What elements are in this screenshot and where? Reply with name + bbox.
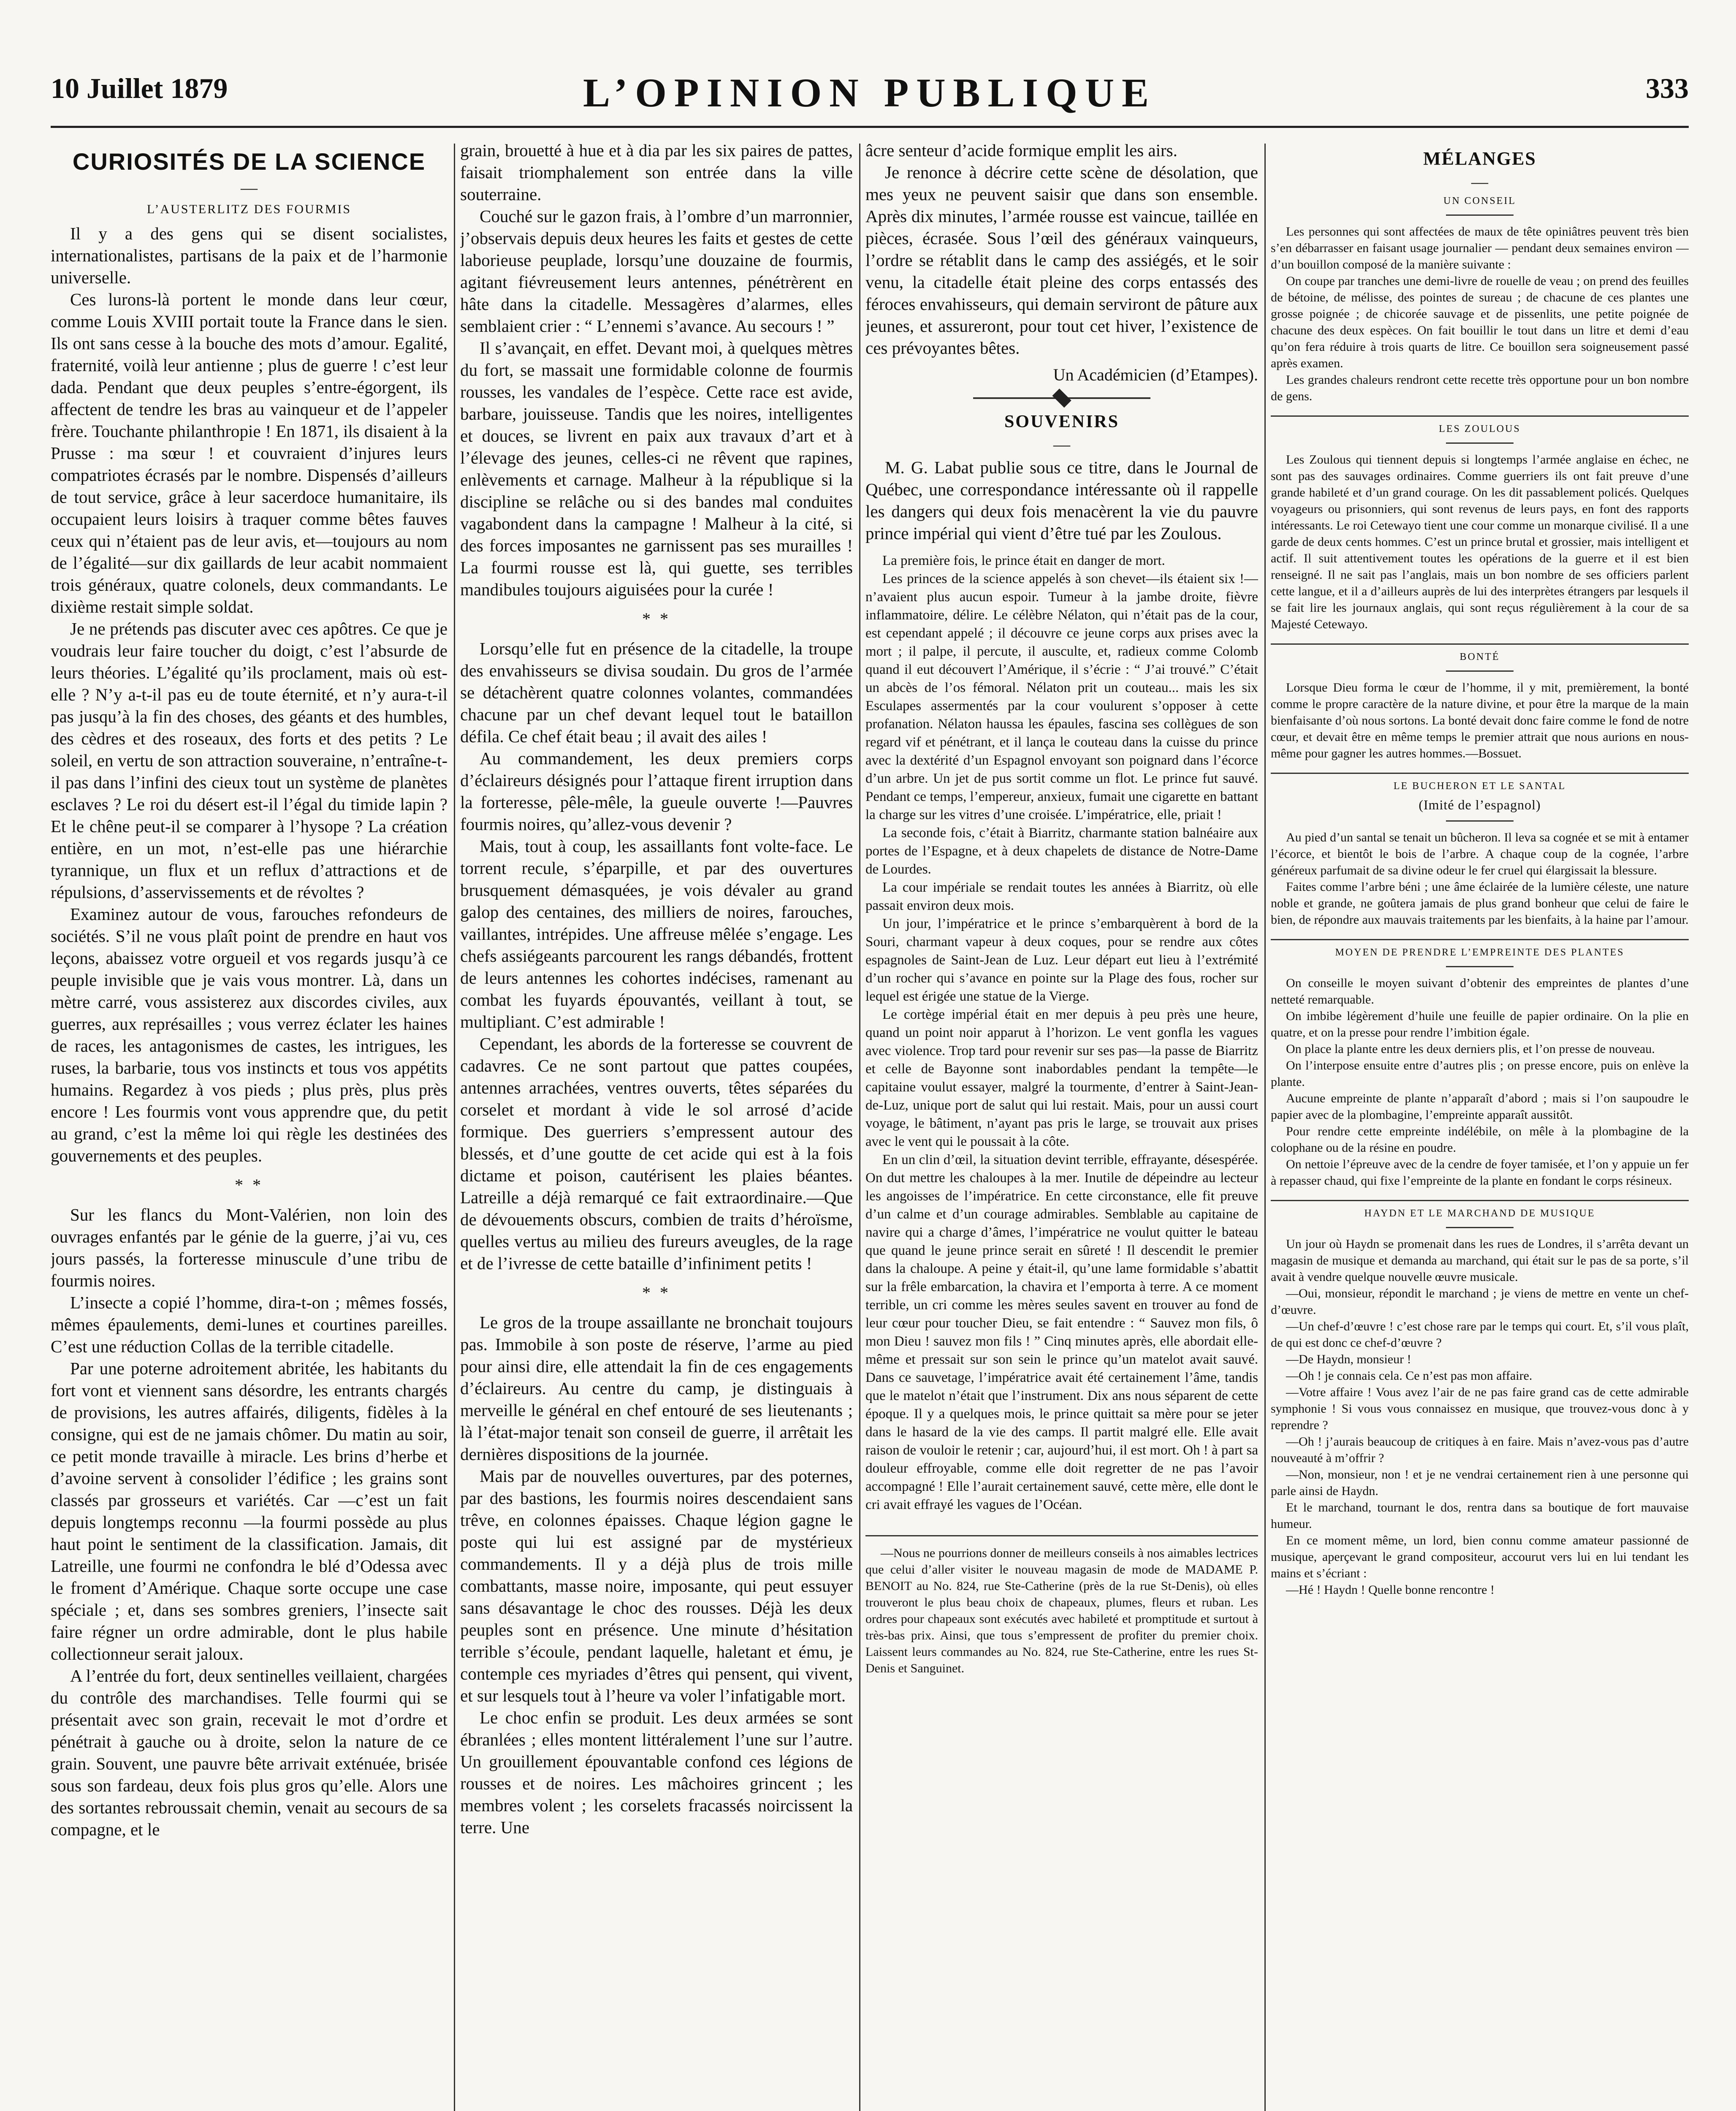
section-title-curiosites: CURIOSITÉS DE LA SCIENCE <box>72 148 426 175</box>
paragraph: âcre senteur d’acide formique emplit les airs. <box>865 141 1177 160</box>
separator <box>1446 820 1514 822</box>
separator <box>1446 442 1514 444</box>
item-heading: LE BUCHERON ET LE SANTAL <box>1393 781 1566 792</box>
paragraph: Les princes de la science appelés à son chevet—ils étaient six !— n’avaient plus aucun espoir. Tumeur à la jambe droite, fièvre inflammatoire, délire. Le célèbre Nélaton, qui n’était pas de la cour, est cependant appelé ; il découvre ce jeune corps aux prises avec la mort ; il palpe, il percute, il ausculte, et, radieux comme Colomb quand il eut découvert l’Amérique, il s’écrie : “ J’ai trouvé.” C’était un abcès de l’os fémoral. Nélaton prit un couteau... mais les six Esculapes assermentés par la cour voulurent s’opposer à cette profanation. Nélaton haussa les épaules, fascina ses collègues de son regard vif et pénétrant, et il lança le couteau dans la cuisse du prince avec la dextérité d’un Espagnol envoyant son poignard dans l’écorce d’un arbre. Un jet de pus sortit comme un flot. Le prince fut sauvé. Pendant ce temps, l’empereur, anxieux, fumait une cigarette en battant la charge sur les vitres d’une croisée. L’impératrice, elle, priait ! <box>865 571 1258 822</box>
paragraph: En un clin d’œil, la situation devint terrible, effrayante, désespérée. On dut mettre les chaloupes à la mer. Inutile de dépeindre au lecteur les angoisses de l’impératrice. En cette circonstance, elle fit preuve d’un calme et d’un courage admirables. Semblable au capitaine de navire qui a charge d’âmes, l’impératrice ne voulut quitter le bateau que quand le jeune prince serait en sûreté ! Il descendit le premier dans la chaloupe. A peine y était-il, qu’une lame formidable s’abattit sur la frêle embarcation, la chavira et l’emporta à terre. A ce moment terrible, un cri comme les mères seules savent en trouver au fond de leur cœur pour toucher Dieu, se fait entendre : “ Sauvez mon fils, ô mon Dieu ! sauvez mon fils ! ” Cinq minutes après, elle abordait elle-même et pressait sur son sein le prince qu’un matelot avait sauvé. Dans ce sauvetage, l’impératrice avait été certainement l’âme, tandis que le matelot n’était que l’instrument. Dix ans nous séparent de cette époque. Il y a quelques mois, le prince quittait sa mère pour se jeter dans le hasard de la vie des camps. Il partit malgré elle. Elle avait raison de vouloir le retenir ; car, aujourd’hui, il est mort. Oh ! à part sa douleur effroyable, comme elle doit regretter de ne pas l’avoir accompagné ! Elle l’aurait certainement sauvé, cette mère, elle dont le cri avait effrayé les vagues de l’Océan. <box>865 1152 1258 1512</box>
column-1 <box>51 139 448 1840</box>
item-heading: UN CONSEIL <box>1443 195 1516 206</box>
paragraph: On conseille le moyen suivant d’obtenir des empreintes de plantes d’une netteté remarquable. <box>1271 976 1689 1007</box>
item-heading: HAYDN ET LE MARCHAND DE MUSIQUE <box>1364 1208 1595 1219</box>
paragraph: Lorsque Dieu forma le cœur de l’homme, il y mit, premièrement, la bonté comme le propre caractère de la nature divine, et pour être la marque de la main bienfaisante d’où nous sortons. La bonté devait donc faire comme le fond de notre cœur, et devait être en même temps le premier attrait que nous aurions en nous-même pour gagner les autres hommes.—Bossuet. <box>1271 681 1689 760</box>
masthead <box>51 72 1689 122</box>
paragraph: Au commandement, les deux premiers corps d’éclaireurs désignés pour l’attaque firent irruption dans la forteresse, pêle-mêle, la gueule ouverte !—Pauvres fourmis noires, qu’allez-vous devenir ? <box>460 749 853 834</box>
separator <box>1446 966 1514 967</box>
separator-dash: — <box>1471 172 1488 191</box>
separator <box>1271 643 1689 645</box>
paragraph: Le choc enfin se produit. Les deux armées se sont ébranlées ; elles montent littéralement l’une sur l’autre. Un grouillement épouvantable confond ces légions de rousses et de noires. Les mâchoires grincent ; les membres volent ; les corselets fracassés noircissent la terre. Une <box>460 1708 853 1837</box>
item-heading: LES ZOULOUS <box>1439 423 1521 434</box>
paragraph: On place la plante entre les deux derniers plis, et l’on presse de nouveau. <box>1286 1042 1655 1056</box>
paragraph: Le cortège impérial était en mer depuis à peu près une heure, quand un point noir apparut à l’horizon. Le vent gonfla les vagues avec violence. Trop tard pour revenir sur ses pas—la passe de Biarritz et celle de Bayonne sont inabordables pendant la tempête—le capitaine voulut essayer, malgré la tourmente, d’entrer à Saint-Jean-de-Luz, unique port de salut qui lui restait. Mais, pour un aussi court voyage, le bâtiment, n’ayant pas pris le large, se trouvait aux prises avec le vent qui le poussait à la côte. <box>865 1007 1258 1149</box>
paragraph: Lorsqu’elle fut en présence de la citadelle, la troupe des envahisseurs se divisa soudain. Du gros de l’armée se détachèrent quatre colonnes volantes, commandées chacune par un chef devant lequel tout le bataillon défila. Ce chef était beau ; il avait des ailes ! <box>460 639 853 746</box>
masthead-rule <box>51 126 1689 128</box>
paragraph: Examinez autour de vous, farouches refondeurs de sociétés. S’il ne vous plaît point de prendre en haut vos leçons, abaissez votre orgueil et vos regards jusqu’à ce peuple invisible que je vais vous montrer. Là, dans un mètre carré, vous assisterez aux discordes civiles, aux guerres, aux représailles ; vous verrez éclater les haines de races, les antagonismes de castes, les intrigues, les ruses, la barbarie, tous vos instincts et tous vos appétits humains. Regardez à vos pieds ; plus près, plus près encore ! Les fourmis vont vous apprendre que, du petit au grand, c’est la même loi qui règle les destinées des gouvernements et des peuples. <box>51 904 448 1165</box>
paragraph: Couché sur le gazon frais, à l’ombre d’un marronnier, j’observais depuis deux heures les faits et gestes de cette laborieuse peuplade, lorsqu’une douzaine de fourmis, agitant fiévreusement leurs antennes, pénétrèrent en hâte dans la citadelle. Messagères d’alarmes, elles semblaient crier : “ L’ennemi s’avance. Au secours ! ” <box>460 206 853 336</box>
item-subheading: (Imité de l’espagnol) <box>1419 797 1541 812</box>
paragraph: La seconde fois, c’était à Biarritz, charmante station balnéaire aux portes de l’Espagne, et à deux chapelets de distance de Notre-Dame de Lourdes. <box>865 825 1258 877</box>
item-heading: MOYEN DE PRENDRE L’EMPREINTE DES PLANTES <box>1335 947 1625 958</box>
paragraph: Un jour, l’impératrice et le prince s’embarquèrent à bord de la Souri, charmant vapeur à deux coques, pour se rendre aux côtes espagnoles de Saint-Jean de Luz. Leur départ eut lieu à l’extrémité d’un rocher qui s’avance en pointe sur la Plage des fous, rocher sur lequel est érigée une statue de la Vierge. <box>865 916 1258 1004</box>
paragraph: grain, brouetté à hue et à dia par les six paires de pattes, faisait triomphalement son entrée dans la ville souterraine. <box>460 141 853 204</box>
asterism: * * <box>642 609 671 628</box>
separator <box>1271 773 1689 774</box>
paragraph: Les personnes qui sont affectées de maux de tête opiniâtres peuvent très bien s’en débarrasser en faisant usage journalier — pendant deux semaines environ —d’un bouillon composé de la manière suivante : <box>1271 225 1689 271</box>
paragraph: On nettoie l’épreuve avec de la cendre de foyer tamisée, et l’on y appuie un fer à repasser chaud, qui fixe l’empreinte de la plante en fondant le corps résineux. <box>1271 1157 1689 1188</box>
issue-date: 10 Juillet 1879 <box>51 72 228 104</box>
section-title-souvenirs: SOUVENIRS <box>1004 412 1120 431</box>
column-2 <box>460 139 853 1838</box>
paragraph: On imbibe légèrement d’huile une feuille de papier ordinaire. On la plie en quatre, et on la presse pour rendre l’imbition égale. <box>1271 1009 1689 1039</box>
paragraph: Je renonce à décrire cette scène de désolation, que mes yeux ne peuvent saisir que dans son ensemble. Après dix minutes, l’armée rousse est vaincue, taillée en pièces, écrasée. Sous l’œil des généraux vainqueurs, l’ordre se rétablit dans le camp des assiégés, et le soir venu, la citadelle était pleine des corps entassés des féroces envahisseurs, qui demain serviront de pâture aux jeunes, et assureront, pour tout cet hiver, l’existence de ces prévoyantes bêtes. <box>865 163 1258 358</box>
paragraph: L’insecte a copié l’homme, dira-t-on ; mêmes fossés, mêmes épaulements, demi-lunes et courtines pareilles. C’est une réduction Collas de la terrible citadelle. <box>51 1293 448 1356</box>
paragraph: Le gros de la troupe assaillante ne bronchait toujours pas. Immobile à son poste de réserve, l’arme au pied pour ainsi dire, elle attendait la fin de ces engagements d’éclaireurs. Au centre du camp, je distinguais à merveille le général en chef entouré de ses lieutenants ; là l’état-major tenait son conseil de guerre, il arrêtait les dernières dispositions de la journée. <box>460 1313 853 1464</box>
paragraph: Mais, tout à coup, les assaillants font volte-face. Le torrent recule, s’éparpille, et par des ouvertures brusquement démasquées, je vois dévaler au grand galop des centaines, des milliers de noires, farouches, vaillantes, intrépides. Une affreuse mêlée s’engage. Les chefs assiégeants parcourent les rangs débandés, frottent de leurs antennes les cohortes indécises, ramenant au combat les fuyards épouvantés, veillant à tout, se multipliant. C’est admirable ! <box>460 836 853 1031</box>
separator <box>1271 415 1689 417</box>
column-4 <box>1271 139 1689 1598</box>
column-divider <box>859 144 860 2111</box>
column-divider <box>454 144 455 2111</box>
paragraph: La cour impériale se rendait toutes les années à Biarritz, où elle passait environ deux mois. <box>865 880 1258 913</box>
paragraph: Ces lurons-là portent le monde dans leur cœur, comme Louis XVIII portait toute la France dans le sien. Ils ont sans cesse à la bouche des mots d’amour. Egalité, fraternité, voilà leur antienne ; plus de guerre ! c’est leur dada. Pendant que deux peuples s’entre-égorgent, ils affectent de tendre les bras au vainqueur et de l’appeler frère. Touchante philanthropie ! En 1871, ils disaient à la Prusse : ma sœur ! et couvraient d’injures leurs compatriotes écrasés par le nombre. Dispensés d’ailleurs de tout service, grâce à leur sacerdoce humanitaire, ils occupaient leurs loisirs à traquer comme bêtes fauves ceux qui n’étaient pas de leur avis, et—toujours au nom de l’égalité—sur dix gaillards de leur acabit nommaient trois généraux, quatre colonels, deux commandants. Le dixième restait simple soldat. <box>51 290 448 616</box>
separator <box>1271 1200 1689 1201</box>
paragraph: —Oh ! je connais cela. Ce n’est pas mon affaire. <box>1286 1369 1533 1383</box>
article-subtitle: L’AUSTERLITZ DES FOURMIS <box>146 202 352 216</box>
column-3 <box>865 139 1258 1677</box>
paragraph: On coupe par tranches une demi-livre de rouelle de veau ; on prend des feuilles de bétoine, de mélisse, des pointes de sureau ; de chacune de ces plantes une grosse poignée ; de chicorée sauvage et de pissenlits, une petite poignée de chacune des deux espèces. On fait bouillir le tout dans un litre et demi d’eau qu’on fera réduire à trois quarts de litre. Ce bouillon sera soigneusement passé après examen. <box>1271 274 1689 370</box>
article-signature: Un Académicien (d’Etampes). <box>1053 365 1258 384</box>
paragraph: Il y a des gens qui se disent socialistes, internationalistes, partisans de la paix et de l’harmonie universelle. <box>51 224 448 287</box>
separator <box>1446 214 1514 216</box>
paragraph: Et le marchand, tournant le dos, rentra dans sa boutique de fort mauvaise humeur. <box>1271 1500 1689 1531</box>
asterism: * * <box>235 1175 263 1194</box>
paragraph: Cependant, les abords de la forteresse se couvrent de cadavres. Ce ne sont partout que pattes coupées, antennes arrachées, ventres ouverts, têtes séparées du corselet et mordant à vide le sol arrosé d’acide formique. Des guerriers s’empressent autour des blessés, et d’une goutte de cet acide qui est à la fois dictame et poison, cautérisent les plaies béantes. Latreille a déjà remarqué ce fait extraordinaire.—Que de dévouements obscurs, combien de traits d’héroïsme, quelles vertus au milieu des fureurs aveugles, de la rage et de l’ivresse de cette bataille d’infiniment petits ! <box>460 1034 853 1273</box>
advertisement-text: —Nous ne pourrions donner de meilleurs conseils à nos aimables lectrices que celui d’aller visiter le nouveau magasin de mode de MADAME P. BENOIT au No. 824, rue Ste-Catherine (près de la rue St-Denis), où elles trouveront le plus beau choix de chapeaux, plumes, fleurs et ruban. Les ordres pour chapeaux sont exécutés avec habileté et promptitude et surtout à très-bas prix. Ainsi, que tous s’empressent de profiter du premier choix. Laissent leurs commandes au No. 824, rue Ste-Catherine, entre les rues St-Denis et Sanguinet. <box>865 1546 1258 1675</box>
paragraph: —Votre affaire ! Vous avez l’air de ne pas faire grand cas de cette admirable symphonie ! Si vous vous connaissez en musique, que trouvez-vous donc à y reprendre ? <box>1271 1385 1689 1432</box>
paragraph: Il s’avançait, en effet. Devant moi, à quelques mètres du fort, se massait une formidable colonne de fourmis rousses, les vandales de l’espèce. Cette race est avide, barbare, jouisseuse. Tandis que les noires, intelligentes et douces, se livrent en paix aux travaux d’art et à l’élevage des jeunes, celles-ci ne rêvent que rapines, enlèvements et carnage. Malheur à la république si la discipline se relâche ou si des bandes mal conduites vagabondent dans la campagne ! Malheur à la cité, si des forces imposantes ne garnissent pas ses murailles ! La fourmi rousse est là, qui guette, ses terribles mandibules toujours aiguisées pour la curée ! <box>460 338 853 599</box>
separator <box>1446 1227 1514 1228</box>
asterism: * * <box>642 1283 671 1302</box>
paragraph: En ce moment même, un lord, bien connu comme amateur passionné de musique, aperçevant le grand compositeur, accourut vers lui en lui tendant les mains et s’écriant : <box>1271 1533 1689 1580</box>
section-title-melanges: MÉLANGES <box>1423 148 1536 169</box>
paragraph: —Hé ! Haydn ! Quelle bonne rencontre ! <box>1286 1583 1495 1597</box>
paragraph: —Oui, monsieur, répondit le marchand ; je viens de mettre en vente un chef-d’œuvre. <box>1271 1286 1689 1317</box>
paragraph: Faites comme l’arbre béni ; une âme éclairée de la lumière céleste, une nature noble et grande, ne goûtera jamais de plus grand bonheur que celui de faire le bien, de répondre aux mauvais traitements par les bienfaits, à la haine par l’amour. <box>1271 880 1689 927</box>
paragraph: Sur les flancs du Mont-Valérien, non loin des ouvrages enfantés par le génie de la guerre, j’ai vu, ces jours passés, la forteresse minuscule d’une tribu de fourmis noires. <box>51 1205 448 1290</box>
paragraph: Les grandes chaleurs rendront cette recette très opportune pour un bon nombre de gens. <box>1271 373 1689 403</box>
paragraph: A l’entrée du fort, deux sentinelles veillaient, chargées du contrôle des marchandises. Telle fourmi qui se présentait avec son grain, recevait le mot d’ordre et pénétrait à gauche ou à droite, selon la nature de ce grain. Souvent, une pauvre bête arrivait exténuée, brisée sous son fardeau, deux fois plus gros qu’elle. Alors une des sortantes rebroussait chemin, venait au secours de sa compagne, et le <box>51 1666 448 1839</box>
paragraph: —Non, monsieur, non ! et je ne vendrai certainement rien à une personne qui parle ainsi de Haydn. <box>1271 1468 1689 1498</box>
separator <box>1446 670 1514 672</box>
ornament-divider <box>973 397 1150 399</box>
paragraph: —Un chef-d’œuvre ! c’est chose rare par le temps qui court. Et, s’il vous plaît, de qui est donc ce chef-d’œuvre ? <box>1271 1319 1689 1350</box>
paragraph: Je ne prétends pas discuter avec ces apôtres. Ce que je voudrais leur faire toucher du doigt, c’est l’absurde de leurs théories. L’égalité qu’ils proclament, mais où est-elle ? N’y a-t-il pas eu de toute éternité, et n’y aura-t-il pas jusqu’à la fin des choses, des géants et des humbles, des cèdres et des roseaux, des forts et des petits ? Le soleil, en vertu de son attraction souveraine, n’entraîne-t-il pas dans l’infini des cieux tout un système de planètes esclaves ? Le roi du désert est-il l’égal du timide lapin ? Et le chêne peut-il se comparer à l’hysope ? La création entière, en un mot, n’est-elle pas une hiérarchie tyrannique, un flux et un reflux d’attractions et de répulsions, d’asservissements et de révoltes ? <box>51 619 448 902</box>
paragraph: —De Haydn, monsieur ! <box>1286 1352 1411 1366</box>
advertisement <box>865 1535 1258 1677</box>
paragraph: On l’interpose ensuite entre d’autres plis ; on presse encore, puis on enlève la plante. <box>1271 1058 1689 1089</box>
separator-dash: — <box>241 178 258 197</box>
paragraph: —Oh ! j’aurais beaucoup de critiques à en faire. Mais n’avez-vous pas d’autre nouveauté à m’offrir ? <box>1271 1435 1689 1465</box>
paragraph: Par une poterne adroitement abritée, les habitants du fort vont et viennent sans désordre, les entrants chargés de provisions, les autres affairés, diligents, fidèles à la consigne, qui est de ne jamais chômer. Du matin au soir, ce petit monde travaille à miracle. Les brins d’herbe et d’avoine servent à consolider l’édifice ; les grains sont classés par grosseurs et variétés. Car —c’est un fait depuis longtemps reconnu —la fourmi possède au plus haut point le sentiment de la classification. Jamais, dit Latreille, une fourmi ne confondra le blé d’Odessa avec le froment d’Amérique. Chaque sorte occupe une case spéciale ; et, dans ses sombres greniers, l’insecte sait faire régner un ordre admirable, dont le plus habile collectionneur serait jaloux. <box>51 1359 448 1663</box>
item-heading: BONTÉ <box>1459 651 1500 662</box>
paragraph: Au pied d’un santal se tenait un bûcheron. Il leva sa cognée et se mit à entamer l’écorce, et bientôt le bois de l’arbre. A chaque coup de la cognée, l’arbre généreux parfumait de sa divine odeur le fer cruel qui élargissait la blessure. <box>1271 830 1689 877</box>
paragraph: Pour rendre cette empreinte indélébile, on mêle à la plombagine de la colophane ou de la résine en poudre. <box>1271 1124 1689 1155</box>
paragraph: Aucune empreinte de plante n’apparaît d’abord ; mais si l’on saupoudre le papier avec de la plombagine, l’empreinte apparaît aussitôt. <box>1271 1091 1689 1122</box>
separator <box>1271 939 1689 940</box>
column-divider <box>1264 144 1266 2111</box>
paragraph: La première fois, le prince était en danger de mort. <box>882 553 1165 568</box>
paragraph: Un jour où Haydn se promenait dans les rues de Londres, il s’arrêta devant un magasin de musique et demanda au marchand, qui était sur le pas de sa porte, s’il avait à vendre quelque nouvelle œuvre musicale. <box>1271 1237 1689 1284</box>
newspaper-title: L’OPINION PUBLIQUE <box>583 70 1156 115</box>
separator-dash: — <box>1053 435 1070 454</box>
paragraph: Mais par de nouvelles ouvertures, par des poternes, par des bastions, les fourmis noires descendaient sans trêve, en colonnes épaisses. Chaque légion gagne le poste qui lui est assigné par de mystérieux commandements. Il y a déjà plus de trois mille combattants, masse noire, imposante, qui peut essuyer sans désavantage le choc des rousses. Déjà les deux peuples sont en présence. Une minute d’hésitation terrible s’écoule, pendant laquelle, haletant et ému, je contemple ces myriades d’êtres qui pensent, qui vivent, et sur lesquels tout à l’heure va voler l’infatigable mort. <box>460 1466 853 1705</box>
paragraph: Les Zoulous qui tiennent depuis si longtemps l’armée anglaise en échec, ne sont pas des sauvages ordinaires. Comme guerriers ils ont fait preuve d’une grande habileté et d’un grand courage. On les dit passablement policés. Quelques voyageurs ou prisonniers, qui sont revenus de leurs pays, en font des rapports intéressants. Le roi Cetewayo tient une cour comme un monarque civilisé. Il a une garde de deux cents hommes. C’est un prince brutal et grossier, mais intelligent et actif. Il suit attentivement toutes les opérations de la guerre et il est bien renseigné. Il ne sait pas l’anglais, mais un bon nombre de ses officiers parlent cette langue, et il a d’ailleurs auprès de lui des interprètes étrangers par lesquels il se fait lire les journaux anglais, qui sont reçus régulièrement à la cour de sa Majesté Cetewayo. <box>1271 453 1689 631</box>
souvenirs-intro: M. G. Labat publie sous ce titre, dans le Journal de Québec, une correspondance intéressante où il rappelle les dangers qui deux fois menacèrent la vie du pauvre prince impérial qui vient d’être tué par les Zoulous. <box>865 458 1258 543</box>
page-number: 333 <box>1646 72 1689 104</box>
